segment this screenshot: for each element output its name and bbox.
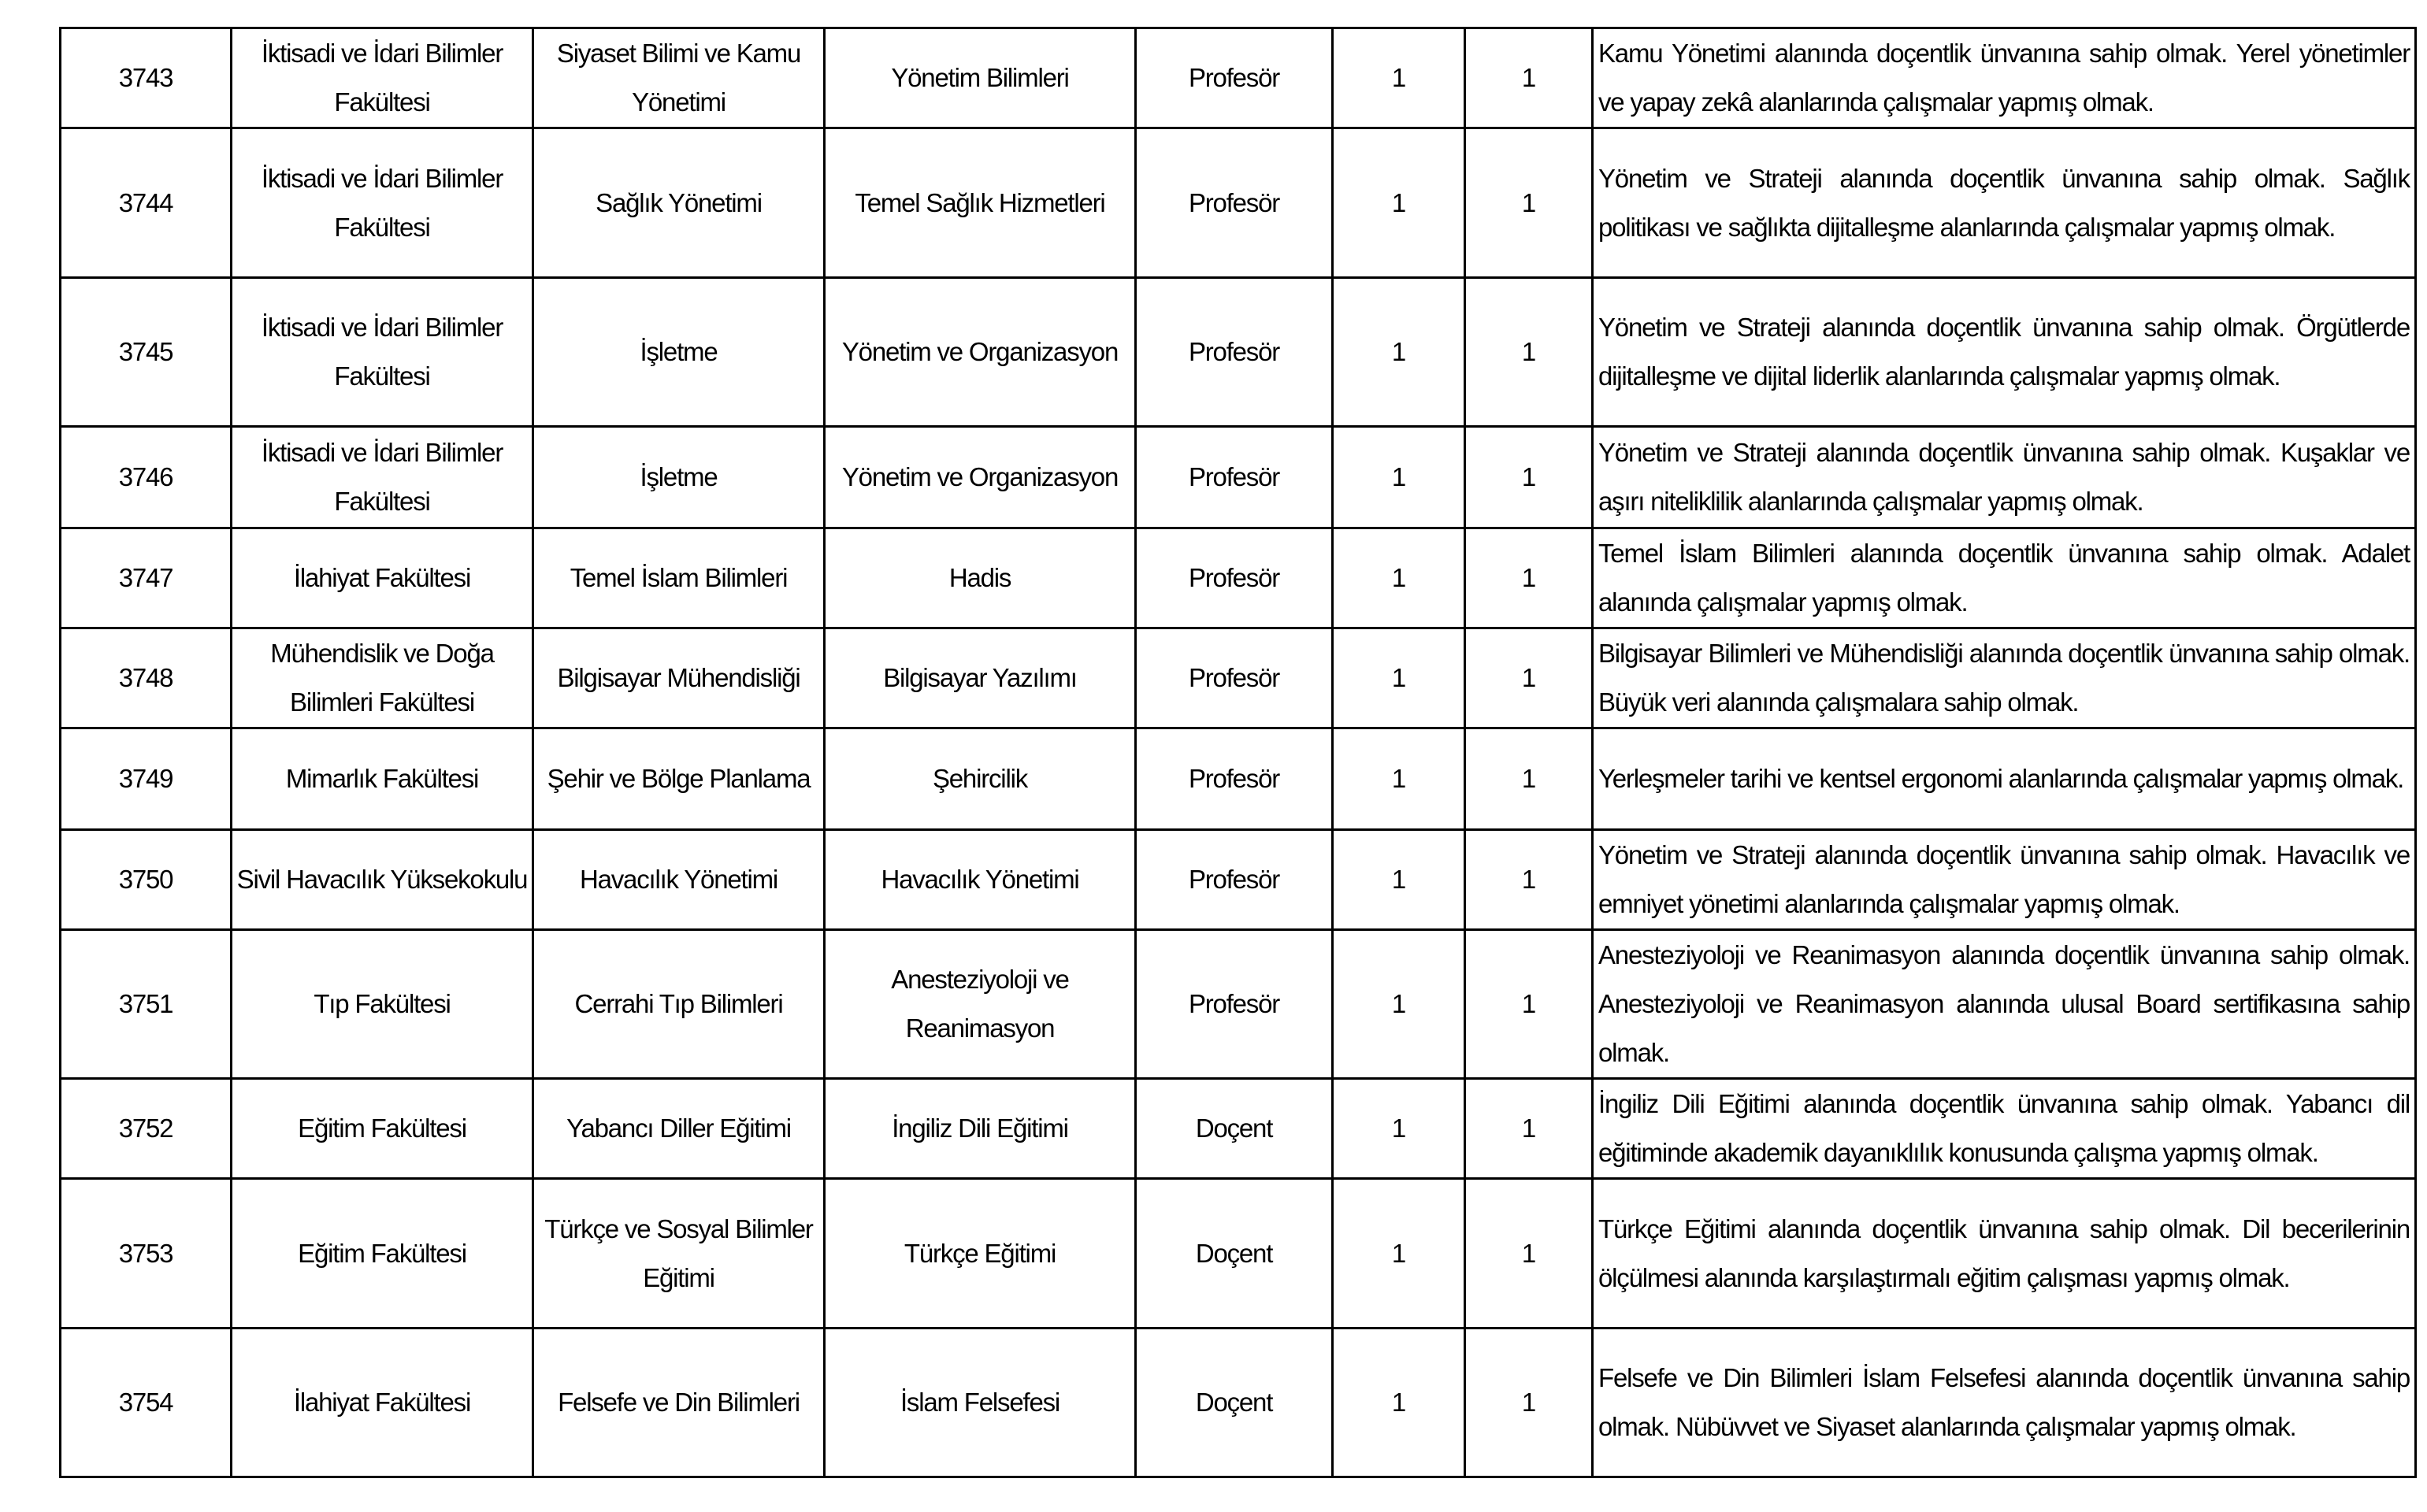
count-cell: 1 bbox=[1465, 278, 1593, 427]
requirement-cell: Anesteziyoloji ve Reanimasyon alanında doçentlik ünvanına sahip olmak. Anesteziyoloji ve Reanimasyon alanında ulusal Board sertifikasına sahip olmak. bbox=[1593, 930, 2416, 1079]
division-cell: Yönetim ve Organizasyon bbox=[825, 427, 1136, 528]
ilan-no-cell: 3745 bbox=[61, 278, 232, 427]
table-row bbox=[61, 278, 2416, 427]
title-cell: Profesör bbox=[1136, 830, 1333, 930]
title-cell: Profesör bbox=[1136, 28, 1333, 128]
table-row bbox=[61, 528, 2416, 628]
department-cell: Siyaset Bilimi ve Kamu Yönetimi bbox=[533, 28, 825, 128]
ilan-no-cell: 3753 bbox=[61, 1179, 232, 1329]
count-cell: 1 bbox=[1465, 427, 1593, 528]
count-cell: 1 bbox=[1333, 830, 1465, 930]
department-cell: Temel İslam Bilimleri bbox=[533, 528, 825, 628]
count-cell: 1 bbox=[1465, 628, 1593, 728]
positions-table bbox=[59, 27, 2417, 1478]
title-cell: Doçent bbox=[1136, 1329, 1333, 1477]
faculty-cell: Mühendislik ve Doğa Bilimleri Fakültesi bbox=[232, 628, 533, 728]
count-cell: 1 bbox=[1465, 1179, 1593, 1329]
count-cell: 1 bbox=[1333, 728, 1465, 830]
department-cell: İşletme bbox=[533, 278, 825, 427]
title-cell: Profesör bbox=[1136, 628, 1333, 728]
count-cell: 1 bbox=[1333, 528, 1465, 628]
division-cell: Şehircilik bbox=[825, 728, 1136, 830]
department-cell: Türkçe ve Sosyal Bilimler Eğitimi bbox=[533, 1179, 825, 1329]
table-body bbox=[61, 28, 2416, 1477]
count-cell: 1 bbox=[1465, 830, 1593, 930]
ilan-no-cell: 3752 bbox=[61, 1079, 232, 1179]
table-row bbox=[61, 830, 2416, 930]
ilan-no-cell: 3749 bbox=[61, 728, 232, 830]
count-cell: 1 bbox=[1465, 128, 1593, 278]
table-row bbox=[61, 1079, 2416, 1179]
requirement-cell: Yerleşmeler tarihi ve kentsel ergonomi alanlarında çalışmalar yapmış olmak. bbox=[1593, 728, 2416, 830]
department-cell: Sağlık Yönetimi bbox=[533, 128, 825, 278]
department-cell: Bilgisayar Mühendisliği bbox=[533, 628, 825, 728]
requirement-cell: Türkçe Eğitimi alanında doçentlik ünvanına sahip olmak. Dil becerilerinin ölçülmesi alanında karşılaştırmalı eğitim çalışması yapmış olmak. bbox=[1593, 1179, 2416, 1329]
department-cell: Yabancı Diller Eğitimi bbox=[533, 1079, 825, 1179]
division-cell: İslam Felsefesi bbox=[825, 1329, 1136, 1477]
count-cell: 1 bbox=[1465, 1329, 1593, 1477]
requirement-cell: Yönetim ve Strateji alanında doçentlik ünvanına sahip olmak. Sağlık politikası ve sağlıkta dijitalleşme alanlarında çalışmalar yapmış olmak. bbox=[1593, 128, 2416, 278]
requirement-cell: Temel İslam Bilimleri alanında doçentlik ünvanına sahip olmak. Adalet alanında çalışmalar yapmış olmak. bbox=[1593, 528, 2416, 628]
table-row bbox=[61, 28, 2416, 128]
faculty-cell: Sivil Havacılık Yüksekokulu bbox=[232, 830, 533, 930]
requirement-cell: Yönetim ve Strateji alanında doçentlik ünvanına sahip olmak. Kuşaklar ve aşırı niteliklilik alanlarında çalışmalar yapmış olmak. bbox=[1593, 427, 2416, 528]
faculty-cell: İktisadi ve İdari Bilimler Fakültesi bbox=[232, 278, 533, 427]
department-cell: Havacılık Yönetimi bbox=[533, 830, 825, 930]
title-cell: Profesör bbox=[1136, 128, 1333, 278]
table-row bbox=[61, 1329, 2416, 1477]
requirement-cell: Felsefe ve Din Bilimleri İslam Felsefesi alanında doçentlik ünvanına sahip olmak. Nübüvvet ve Siyaset alanlarında çalışmalar yapmış olmak. bbox=[1593, 1329, 2416, 1477]
table-row bbox=[61, 128, 2416, 278]
table-row bbox=[61, 427, 2416, 528]
title-cell: Doçent bbox=[1136, 1179, 1333, 1329]
faculty-cell: İktisadi ve İdari Bilimler Fakültesi bbox=[232, 128, 533, 278]
division-cell: Bilgisayar Yazılımı bbox=[825, 628, 1136, 728]
table-row bbox=[61, 628, 2416, 728]
department-cell: Felsefe ve Din Bilimleri bbox=[533, 1329, 825, 1477]
department-cell: İşletme bbox=[533, 427, 825, 528]
requirement-cell: Yönetim ve Strateji alanında doçentlik ünvanına sahip olmak. Havacılık ve emniyet yönetimi alanlarında çalışmalar yapmış olmak. bbox=[1593, 830, 2416, 930]
faculty-cell: Mimarlık Fakültesi bbox=[232, 728, 533, 830]
table-row bbox=[61, 1179, 2416, 1329]
count-cell: 1 bbox=[1333, 128, 1465, 278]
count-cell: 1 bbox=[1465, 930, 1593, 1079]
requirement-cell: Bilgisayar Bilimleri ve Mühendisliği alanında doçentlik ünvanına sahip olmak. Büyük veri alanında çalışmalara sahip olmak. bbox=[1593, 628, 2416, 728]
ilan-no-cell: 3748 bbox=[61, 628, 232, 728]
count-cell: 1 bbox=[1333, 427, 1465, 528]
faculty-cell: Eğitim Fakültesi bbox=[232, 1179, 533, 1329]
faculty-cell: Tıp Fakültesi bbox=[232, 930, 533, 1079]
ilan-no-cell: 3743 bbox=[61, 28, 232, 128]
ilan-no-cell: 3754 bbox=[61, 1329, 232, 1477]
title-cell: Profesör bbox=[1136, 528, 1333, 628]
title-cell: Profesör bbox=[1136, 427, 1333, 528]
faculty-cell: İktisadi ve İdari Bilimler Fakültesi bbox=[232, 427, 533, 528]
division-cell: Yönetim Bilimleri bbox=[825, 28, 1136, 128]
faculty-cell: Eğitim Fakültesi bbox=[232, 1079, 533, 1179]
count-cell: 1 bbox=[1333, 278, 1465, 427]
department-cell: Cerrahi Tıp Bilimleri bbox=[533, 930, 825, 1079]
ilan-no-cell: 3744 bbox=[61, 128, 232, 278]
division-cell: Hadis bbox=[825, 528, 1136, 628]
division-cell: Anesteziyoloji ve Reanimasyon bbox=[825, 930, 1136, 1079]
title-cell: Profesör bbox=[1136, 728, 1333, 830]
requirement-cell: İngiliz Dili Eğitimi alanında doçentlik ünvanına sahip olmak. Yabancı dil eğitiminde akademik dayanıklılık konusunda çalışma yapmış olmak. bbox=[1593, 1079, 2416, 1179]
count-cell: 1 bbox=[1465, 728, 1593, 830]
ilan-no-cell: 3751 bbox=[61, 930, 232, 1079]
count-cell: 1 bbox=[1465, 528, 1593, 628]
table-row bbox=[61, 930, 2416, 1079]
table-row bbox=[61, 728, 2416, 830]
division-cell: Havacılık Yönetimi bbox=[825, 830, 1136, 930]
requirement-cell: Yönetim ve Strateji alanında doçentlik ünvanına sahip olmak. Örgütlerde dijitalleşme ve dijital liderlik alanlarında çalışmalar yapmış olmak. bbox=[1593, 278, 2416, 427]
faculty-cell: İktisadi ve İdari Bilimler Fakültesi bbox=[232, 28, 533, 128]
requirement-cell: Kamu Yönetimi alanında doçentlik ünvanına sahip olmak. Yerel yönetimler ve yapay zekâ alanlarında çalışmalar yapmış olmak. bbox=[1593, 28, 2416, 128]
count-cell: 1 bbox=[1465, 1079, 1593, 1179]
ilan-no-cell: 3746 bbox=[61, 427, 232, 528]
count-cell: 1 bbox=[1333, 1329, 1465, 1477]
division-cell: Yönetim ve Organizasyon bbox=[825, 278, 1136, 427]
division-cell: Türkçe Eğitimi bbox=[825, 1179, 1136, 1329]
count-cell: 1 bbox=[1333, 1079, 1465, 1179]
count-cell: 1 bbox=[1333, 1179, 1465, 1329]
count-cell: 1 bbox=[1333, 628, 1465, 728]
faculty-cell: İlahiyat Fakültesi bbox=[232, 528, 533, 628]
count-cell: 1 bbox=[1333, 28, 1465, 128]
title-cell: Profesör bbox=[1136, 278, 1333, 427]
ilan-no-cell: 3747 bbox=[61, 528, 232, 628]
title-cell: Doçent bbox=[1136, 1079, 1333, 1179]
division-cell: İngiliz Dili Eğitimi bbox=[825, 1079, 1136, 1179]
count-cell: 1 bbox=[1465, 28, 1593, 128]
division-cell: Temel Sağlık Hizmetleri bbox=[825, 128, 1136, 278]
department-cell: Şehir ve Bölge Planlama bbox=[533, 728, 825, 830]
faculty-cell: İlahiyat Fakültesi bbox=[232, 1329, 533, 1477]
ilan-no-cell: 3750 bbox=[61, 830, 232, 930]
title-cell: Profesör bbox=[1136, 930, 1333, 1079]
count-cell: 1 bbox=[1333, 930, 1465, 1079]
